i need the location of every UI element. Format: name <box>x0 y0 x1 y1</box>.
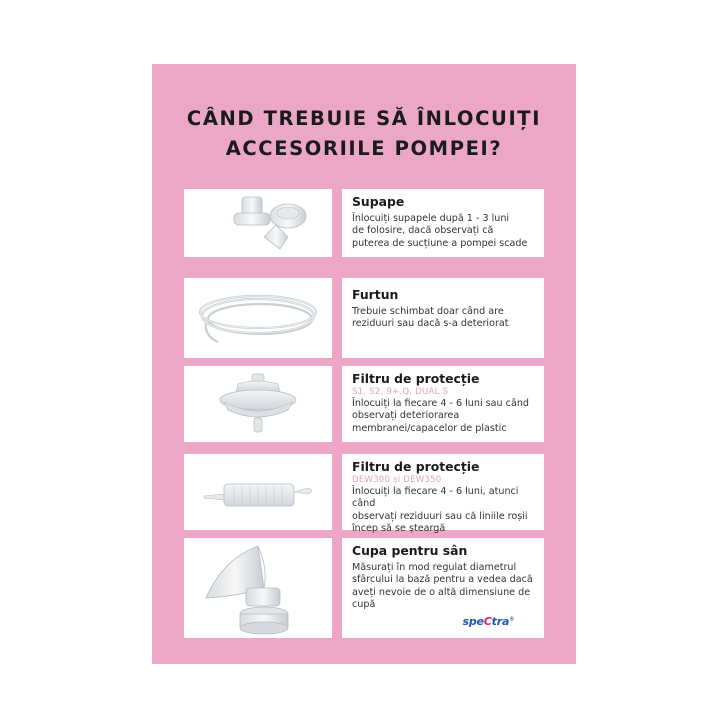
spectra-logo <box>463 615 515 628</box>
item-desc-line: Trebuie schimbat doar când are <box>352 306 504 317</box>
item-desc-line: Măsurați în mod regulat diametrul <box>352 562 517 573</box>
title-line-1: CÂND TREBUIE SĂ ÎNLOCUIȚI <box>186 107 542 130</box>
logo-part-1: spe <box>462 615 484 628</box>
logo-part-2: C <box>483 615 492 628</box>
logo-part-3: tra <box>491 615 510 628</box>
tubing-icon <box>184 278 332 358</box>
item-image-box <box>184 538 332 638</box>
item-heading: Filtru de protecție <box>352 459 480 474</box>
item-text-box <box>342 538 544 638</box>
item-image-box <box>184 454 332 530</box>
item-desc-line: Înlocuiți supapele după 1 - 3 luni <box>352 213 510 224</box>
item-image-box <box>184 366 332 442</box>
item-image-box <box>184 278 332 358</box>
item-desc-line: sfârcului la bază pentru a vedea dacă <box>352 574 533 586</box>
registered-mark: ® <box>509 616 514 623</box>
item-row-filtru-2 <box>184 454 544 535</box>
item-desc-line: observați reziduuri sau că liniile roșii <box>352 510 528 522</box>
item-row-supape <box>184 189 544 257</box>
inline-filter-icon <box>184 454 332 530</box>
item-desc-line: Înlocuiți la fiecare 4 - 6 luni sau când <box>352 398 530 409</box>
item-desc-line: cupă <box>352 599 376 611</box>
item-desc-line: aveți nevoie de o altă dimensiune de <box>352 586 531 598</box>
item-text-box <box>342 189 544 257</box>
item-heading: Cupa pentru sân <box>352 543 468 558</box>
item-text-box <box>342 454 544 535</box>
item-row-furtun <box>184 278 544 358</box>
item-image-box <box>184 189 332 257</box>
item-text-box <box>342 278 544 358</box>
item-row-cupa <box>184 538 544 638</box>
title-line-2: ACCESORIILE POMPEI? <box>225 137 503 160</box>
item-desc-line: de folosire, dacă observați că <box>352 225 494 237</box>
poster-title <box>152 104 576 164</box>
item-heading: Filtru de protecție <box>352 371 480 386</box>
valve-icon <box>184 189 332 257</box>
backflow-protector-icon <box>184 366 332 442</box>
item-desc-line: reziduuri sau dacă s-a deteriorat <box>352 318 509 330</box>
item-desc-line: puterea de sucțiune a pompei scade <box>352 237 528 249</box>
item-desc-line: observați deteriorarea <box>352 410 460 422</box>
item-text-box <box>342 366 544 442</box>
item-desc-line: Înlocuiți la fiecare 4 - 6 luni, atunci când <box>352 486 519 510</box>
breast-shield-icon <box>184 538 332 638</box>
item-subtitle: DEW300 și DEW350 <box>352 475 442 485</box>
item-row-filtru-1 <box>184 366 544 442</box>
item-desc-line: membranei/capacelor de plastic <box>352 422 507 434</box>
item-desc-line: încep să se șteargă <box>352 523 446 535</box>
item-heading: Supape <box>352 194 405 209</box>
poster <box>152 64 576 664</box>
item-heading: Furtun <box>352 287 399 302</box>
item-subtitle: S1, S2, 9+,Q, DUAL S <box>352 387 449 397</box>
